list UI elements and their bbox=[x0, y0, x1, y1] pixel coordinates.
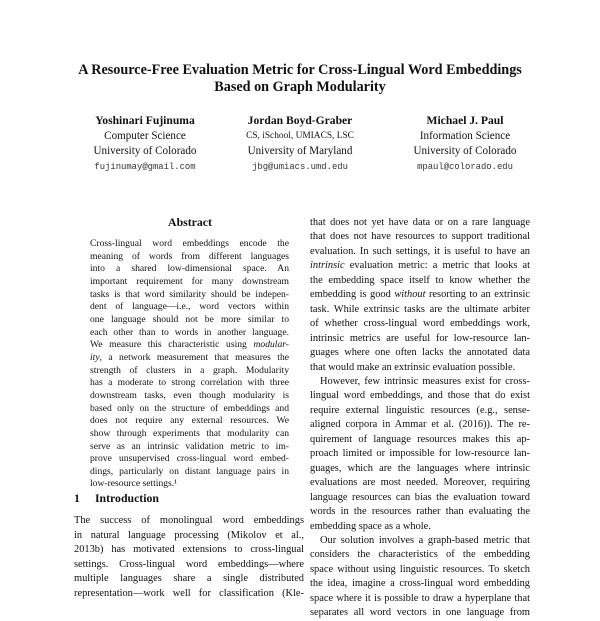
author-email: jbg@umiacs.umd.edu bbox=[252, 161, 348, 172]
body-line: language resources can bias the evaluation toward bbox=[310, 491, 530, 503]
abstract-line: based only on the structure of embeddings and bbox=[90, 402, 289, 414]
abstract-line: low-resource settings.¹ bbox=[90, 478, 178, 490]
abstract-line: has a moderate to strong correlation with three bbox=[90, 377, 289, 389]
body-line: the embedding space itself to know whether the bbox=[310, 274, 530, 286]
intro-line: representation—work well for classification (Kle- bbox=[74, 587, 304, 599]
body-line: that does not have resources to support traditional bbox=[310, 231, 530, 243]
abstract-line: meaning of words from different languages bbox=[90, 250, 289, 262]
body-line: that does not yet have data or on a rare language bbox=[310, 217, 530, 228]
abstract-line: important requirement for many downstream bbox=[90, 275, 289, 287]
body-line: words in the resources rather than evaluating the bbox=[310, 506, 530, 518]
abstract-line: strength of clusters in a graph. Modularity bbox=[90, 364, 289, 376]
intro-line: in natural language processing (Mikolov et al., bbox=[74, 529, 304, 541]
author-email: fujinumay@gmail.com bbox=[94, 161, 196, 172]
author-3 bbox=[380, 113, 550, 175]
abstract-line: downstream tasks, even though modularity is bbox=[90, 389, 289, 401]
body-line: embedding space as a whole. bbox=[310, 520, 431, 532]
abstract-line: tasks is that word similarity should be indepen- bbox=[90, 288, 289, 300]
author-1 bbox=[60, 113, 230, 175]
intro-line: settings. Cross-lingual word embeddings—where bbox=[74, 558, 304, 570]
author-email: mpaul@colorado.edu bbox=[417, 161, 513, 172]
body-line: However, few intrinsic measures exist for cross- bbox=[320, 375, 530, 387]
body-line: space where it is possible to draw a hyperplane that bbox=[310, 592, 530, 604]
body-line: Our solution involves a graph-based metric that bbox=[320, 534, 530, 546]
author-affiliation: University of Colorado bbox=[93, 145, 197, 157]
body-line: evaluation. In such settings, it is useful to have an bbox=[310, 245, 530, 257]
abstract-line: one language should not be more similar to bbox=[90, 313, 289, 325]
body-line: intrinsic evaluation metric: a metric that looks at bbox=[310, 260, 530, 272]
body-line: evaluations are most needed. Moreover, requiring bbox=[310, 477, 530, 489]
author-affiliation: CS, iSchool, UMIACS, LSC bbox=[246, 130, 354, 141]
body-line: intrinsic metrics are useful for low-resource lan- bbox=[310, 332, 530, 344]
abstract-line: serve as an intrinsic validation metric to im- bbox=[90, 440, 289, 452]
title-line: A Resource-Free Evaluation Metric for Cross-Lingual Word Embeddings bbox=[78, 62, 522, 78]
abstract-line: ity, a network measurement that measures the bbox=[90, 351, 289, 363]
author-name: Michael J. Paul bbox=[426, 114, 504, 127]
body-line: the idea, imagine a cross-lingual word embedding bbox=[310, 578, 530, 590]
abstract-heading: Abstract bbox=[168, 215, 212, 229]
author-affiliation: University of Colorado bbox=[413, 145, 517, 157]
author-affiliation: University of Maryland bbox=[247, 145, 353, 157]
body-line: require external linguistic resources (e.g., sense- bbox=[310, 404, 530, 416]
author-affiliation: Computer Science bbox=[104, 129, 186, 142]
introduction-body bbox=[74, 514, 304, 601]
body-line: quirement of language resources makes this ap- bbox=[310, 433, 530, 445]
author-block bbox=[60, 113, 550, 183]
body-line: that would make an extrinsic evaluation possible. bbox=[310, 361, 516, 373]
section-number: 1 bbox=[74, 491, 80, 505]
abstract-line: show through experiments that modularity can bbox=[90, 427, 289, 439]
right-column-body bbox=[310, 216, 530, 621]
body-line: embedding is good without resorting to an extrinsic bbox=[310, 289, 530, 301]
intro-line: 2013b) has motivated extensions to cross-lingual bbox=[74, 544, 304, 555]
body-line: guages where one often lacks the annotated data bbox=[310, 347, 530, 359]
body-line: of whether cross-lingual word embeddings work, bbox=[310, 318, 530, 330]
paper-title bbox=[40, 62, 560, 96]
intro-line: multiple languages share a single distributed bbox=[74, 573, 304, 584]
abstract-line: dent of language—i.e., word vectors within bbox=[90, 301, 289, 313]
intro-line: The success of monolingual word embeddings bbox=[74, 515, 304, 526]
author-name: Jordan Boyd-Graber bbox=[247, 114, 353, 127]
abstract-line: We measure this characteristic using modular- bbox=[90, 339, 289, 351]
abstract-line: does not require any external resources. We bbox=[90, 415, 289, 427]
author-affiliation: Information Science bbox=[419, 129, 511, 142]
body-line: lingual word embeddings, and those that do exist bbox=[310, 390, 530, 402]
abstract-line: dings, particularly on distant language pairs in bbox=[90, 465, 289, 477]
abstract-line: prove unsupervised cross-lingual word embed- bbox=[90, 453, 289, 465]
abstract-line: each other than to words in another language. bbox=[90, 326, 289, 338]
abstract-body bbox=[90, 238, 289, 491]
abstract-line: Cross-lingual word embeddings encode the bbox=[90, 238, 289, 249]
body-line: space without using linguistic resources. To sketch bbox=[310, 563, 530, 575]
author-name: Yoshinari Fujinuma bbox=[95, 114, 195, 127]
body-line: considers the characteristics of the embedding bbox=[310, 549, 530, 561]
body-line: proach limited or impossible for low-resource lan- bbox=[310, 448, 530, 460]
section-heading bbox=[74, 491, 304, 506]
author-2 bbox=[215, 113, 385, 175]
body-line: task. While extrinsic tasks are the ultimate arbiter bbox=[310, 303, 530, 315]
body-line: guages, which are the languages where intrinsic bbox=[310, 462, 530, 474]
title-line: Based on Graph Modularity bbox=[214, 79, 386, 95]
body-line: aligned corpora in Ammar et al. (2016)). The re- bbox=[310, 419, 530, 431]
body-line: separates all word vectors in one language from bbox=[310, 607, 530, 619]
abstract-line: into a shared low-dimensional space. An bbox=[90, 263, 289, 275]
section-title: Introduction bbox=[94, 491, 159, 505]
